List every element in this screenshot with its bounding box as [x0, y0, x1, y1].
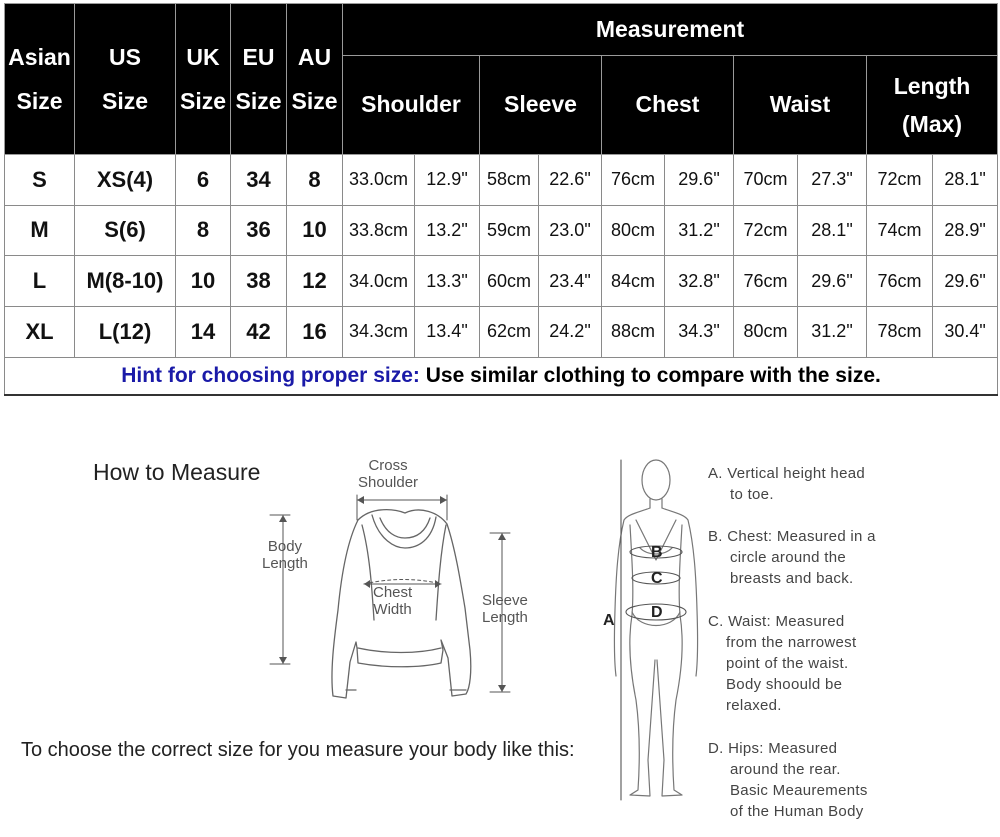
legend-c: C. Waist: Measured from the narrowest point of the waist. Body shoould be relaxed.	[708, 613, 857, 714]
cell-waist-cm: 70cm	[734, 154, 798, 205]
cell-shoulder-cm: 34.3cm	[343, 306, 415, 357]
body-length-label: Body Length	[262, 538, 308, 572]
cell-us: S(6)	[75, 205, 176, 256]
header-us-size: US Size	[75, 4, 176, 155]
header-length: Length (Max)	[867, 55, 998, 154]
header-shoulder: Shoulder	[343, 55, 480, 154]
chest-width-label: Chest Width	[373, 584, 413, 618]
cell-chest-in: 31.2"	[665, 205, 734, 256]
header-waist: Waist	[734, 55, 867, 154]
cell-au: 12	[287, 256, 343, 307]
cell-length-cm: 78cm	[867, 306, 933, 357]
header-chest: Chest	[602, 55, 734, 154]
figure-letter-b: B	[651, 544, 663, 561]
cell-waist-cm: 72cm	[734, 205, 798, 256]
cell-chest-cm: 76cm	[602, 154, 665, 205]
legend-b: B. Chest: Measured in a circle around the breasts and back.	[708, 528, 876, 587]
cell-waist-in: 28.1"	[798, 205, 867, 256]
how-to-measure-title: How to Measure	[93, 459, 261, 485]
cell-sleeve-in: 24.2"	[539, 306, 602, 357]
cell-shoulder-in: 13.2"	[415, 205, 480, 256]
cell-shoulder-in: 13.3"	[415, 256, 480, 307]
cell-eu: 38	[231, 256, 287, 307]
cell-uk: 8	[176, 205, 231, 256]
cell-waist-cm: 76cm	[734, 256, 798, 307]
cell-sleeve-in: 22.6"	[539, 154, 602, 205]
cell-sleeve-cm: 59cm	[480, 205, 539, 256]
cell-length-cm: 72cm	[867, 154, 933, 205]
cell-au: 10	[287, 205, 343, 256]
cell-eu: 36	[231, 205, 287, 256]
cell-chest-in: 32.8"	[665, 256, 734, 307]
cell-uk: 6	[176, 154, 231, 205]
header-sleeve: Sleeve	[480, 55, 602, 154]
cell-length-cm: 76cm	[867, 256, 933, 307]
cell-waist-cm: 80cm	[734, 306, 798, 357]
cell-eu: 42	[231, 306, 287, 357]
cell-sleeve-in: 23.0"	[539, 205, 602, 256]
cell-au: 16	[287, 306, 343, 357]
cell-shoulder-cm: 33.0cm	[343, 154, 415, 205]
choose-size-instruction: To choose the correct size for you measure your body like this:	[21, 739, 575, 761]
hint-text: Use similar clothing to compare with the size.	[425, 363, 881, 387]
cell-length-in: 28.9"	[933, 205, 998, 256]
cell-shoulder-in: 13.4"	[415, 306, 480, 357]
sleeve-length-label: Sleeve Length	[482, 592, 528, 626]
cell-length-in: 29.6"	[933, 256, 998, 307]
hint-label: Hint for choosing proper size:	[121, 363, 420, 387]
cell-shoulder-cm: 34.0cm	[343, 256, 415, 307]
legend-d: D. Hips: Measured around the rear. Basic Meaurements of the Human Body	[708, 740, 868, 820]
cell-asian: M	[5, 205, 75, 256]
header-measurement: Measurement	[343, 4, 998, 56]
human-figure-illustration	[614, 460, 697, 796]
cell-waist-in: 31.2"	[798, 306, 867, 357]
cell-length-cm: 74cm	[867, 205, 933, 256]
figure-letter-c: C	[651, 570, 663, 587]
cell-us: M(8-10)	[75, 256, 176, 307]
cell-shoulder-in: 12.9"	[415, 154, 480, 205]
cell-chest-cm: 88cm	[602, 306, 665, 357]
header-au-size: AU Size	[287, 4, 343, 155]
cell-sleeve-cm: 58cm	[480, 154, 539, 205]
cell-us: L(12)	[75, 306, 176, 357]
cell-asian: L	[5, 256, 75, 307]
cell-us: XS(4)	[75, 154, 176, 205]
cross-shoulder-label: Cross Shoulder	[358, 457, 419, 491]
cell-sleeve-in: 23.4"	[539, 256, 602, 307]
cell-chest-in: 34.3"	[665, 306, 734, 357]
header-uk-size: UK Size	[176, 4, 231, 155]
cell-uk: 14	[176, 306, 231, 357]
cell-waist-in: 27.3"	[798, 154, 867, 205]
cell-uk: 10	[176, 256, 231, 307]
header-eu-size: EU Size	[231, 4, 287, 155]
cell-asian: S	[5, 154, 75, 205]
cell-asian: XL	[5, 306, 75, 357]
cell-au: 8	[287, 154, 343, 205]
cell-sleeve-cm: 62cm	[480, 306, 539, 357]
cell-chest-cm: 84cm	[602, 256, 665, 307]
legend-a: A. Vertical height head to toe.	[708, 465, 866, 503]
cell-waist-in: 29.6"	[798, 256, 867, 307]
cell-sleeve-cm: 60cm	[480, 256, 539, 307]
header-asian-size: Asian Size	[5, 4, 75, 155]
cell-shoulder-cm: 33.8cm	[343, 205, 415, 256]
figure-letter-d: D	[651, 604, 663, 621]
cell-chest-in: 29.6"	[665, 154, 734, 205]
cell-length-in: 30.4"	[933, 306, 998, 357]
cell-eu: 34	[231, 154, 287, 205]
cell-length-in: 28.1"	[933, 154, 998, 205]
cell-chest-cm: 80cm	[602, 205, 665, 256]
figure-letter-a: A	[603, 612, 615, 629]
